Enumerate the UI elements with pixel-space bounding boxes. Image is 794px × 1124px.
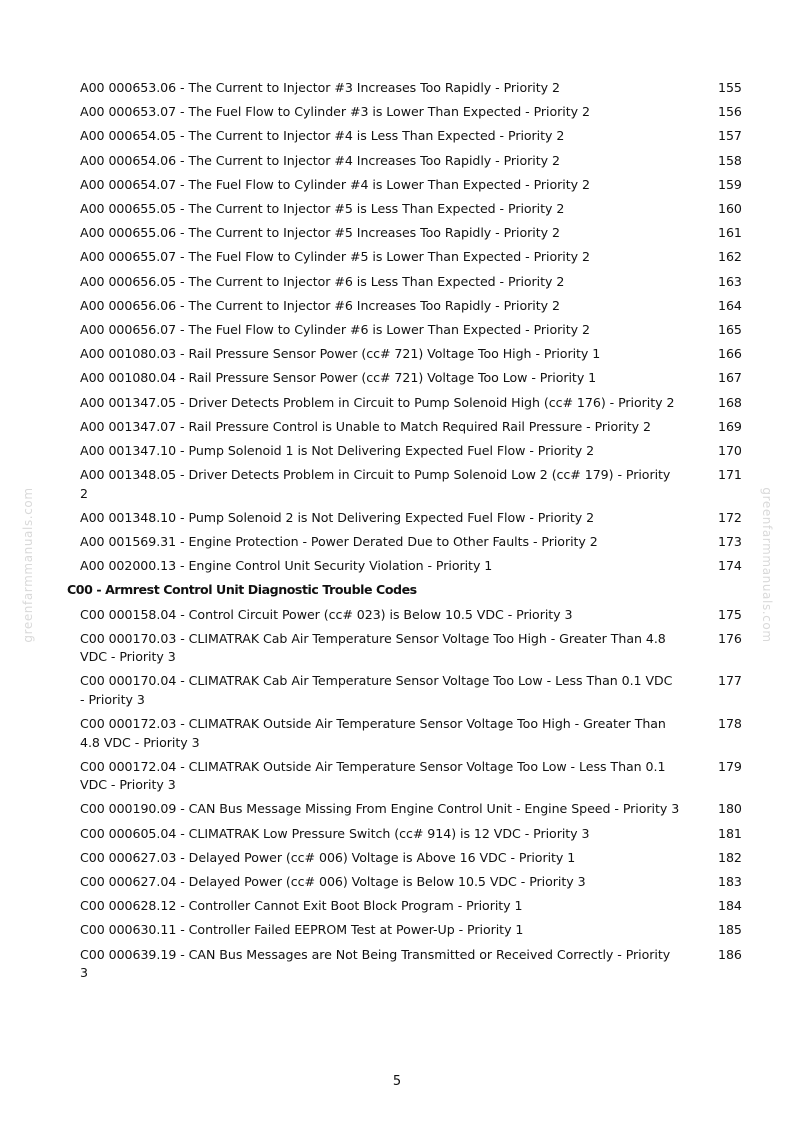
toc-entry-title: C00 000170.03 - CLIMATRAK Cab Air Temperature Sensor Voltage Too High - Greater Than 4.8 VDC - Priority 3: [80, 630, 666, 665]
toc-entry-page-number: 176: [718, 630, 742, 646]
toc-entry-title: A00 001569.31 - Engine Protection - Power Derated Due to Other Faults - Priority 2: [80, 534, 598, 550]
toc-entry[interactable]: [0, 847, 794, 871]
toc-entry-page-number: 162: [718, 249, 742, 265]
toc-entry[interactable]: [0, 416, 794, 440]
toc-entry-page-number: 165: [718, 322, 742, 338]
toc-entry-page-number: 161: [718, 225, 742, 241]
toc-entry-page-number: 156: [718, 104, 742, 120]
watermark-right: greenfarmmanuals.com: [760, 487, 774, 643]
toc-entry-title: A00 001080.04 - Rail Pressure Sensor Power (cc# 721) Voltage Too Low - Priority 1: [80, 370, 597, 386]
toc-entry[interactable]: [0, 319, 794, 343]
toc-entry-page-number: 180: [718, 801, 742, 817]
toc-entry[interactable]: [0, 823, 794, 847]
toc-entry-page-number: 163: [718, 273, 742, 289]
toc-entry[interactable]: [0, 125, 794, 149]
toc-entry[interactable]: [0, 150, 794, 174]
toc-entry-title: A00 000656.06 - The Current to Injector #6 Increases Too Rapidly - Priority 2: [80, 297, 560, 313]
toc-entry-page-number: 175: [718, 606, 742, 622]
toc-entry-title: C00 000630.11 - Controller Failed EEPROM Test at Power-Up - Priority 1: [80, 922, 524, 938]
toc-entry-page-number: 183: [718, 873, 742, 889]
table-of-contents: [0, 77, 794, 986]
toc-entry-page-number: 186: [718, 946, 742, 962]
toc-entry-page-number: 164: [718, 297, 742, 313]
toc-entry-page-number: 174: [718, 558, 742, 574]
toc-entry-title: A00 000653.07 - The Fuel Flow to Cylinder #3 is Lower Than Expected - Priority 2: [80, 104, 590, 120]
toc-entry[interactable]: [0, 628, 794, 671]
toc-entry[interactable]: [0, 101, 794, 125]
toc-entry[interactable]: [0, 174, 794, 198]
toc-entry-title: C00 000158.04 - Control Circuit Power (cc# 023) is Below 10.5 VDC - Priority 3: [80, 606, 573, 622]
toc-entry-title: A00 000654.07 - The Fuel Flow to Cylinder #4 is Lower Than Expected - Priority 2: [80, 176, 590, 192]
toc-entry-title: A00 001347.10 - Pump Solenoid 1 is Not Delivering Expected Fuel Flow - Priority 2: [80, 443, 595, 459]
toc-entry[interactable]: [0, 895, 794, 919]
toc-entry-title: A00 000656.07 - The Fuel Flow to Cylinder #6 is Lower Than Expected - Priority 2: [80, 322, 590, 338]
toc-entry-page-number: 167: [718, 370, 742, 386]
toc-entry[interactable]: [0, 555, 794, 579]
toc-entry-page-number: 158: [718, 152, 742, 168]
toc-entry[interactable]: [0, 271, 794, 295]
toc-entry-title: C00 000639.19 - CAN Bus Messages are Not Being Transmitted or Received Correctly - Priority 3: [80, 946, 671, 980]
toc-entry-page-number: 168: [718, 394, 742, 410]
toc-entry-page-number: 155: [718, 80, 742, 95]
toc-entry-title: A00 000656.05 - The Current to Injector #6 is Less Than Expected - Priority 2: [80, 273, 565, 289]
toc-entry-page-number: 169: [718, 418, 742, 434]
toc-entry[interactable]: [0, 944, 794, 987]
toc-entry-page-number: 179: [718, 758, 742, 774]
toc-entry-title: A00 001348.10 - Pump Solenoid 2 is Not Delivering Expected Fuel Flow - Priority 2: [80, 509, 595, 525]
toc-entry-page-number: 185: [718, 922, 742, 938]
toc-entry-page-number: 173: [718, 534, 742, 550]
toc-entry[interactable]: [0, 531, 794, 555]
watermark-left: greenfarmmanuals.com: [21, 487, 35, 643]
toc-entry-page-number: 182: [718, 849, 742, 865]
toc-entry-page-number: 184: [718, 898, 742, 914]
page-number: 5: [392, 1074, 402, 1089]
toc-entry[interactable]: [0, 713, 794, 756]
toc-entry[interactable]: [0, 871, 794, 895]
toc-entry[interactable]: [0, 77, 794, 101]
toc-entry-title: C00 000190.09 - CAN Bus Message Missing From Engine Control Unit - Engine Speed - Priority 3: [80, 801, 680, 817]
section-heading: [0, 579, 794, 603]
toc-entry[interactable]: [0, 343, 794, 367]
toc-entry-title: C00 000627.04 - Delayed Power (cc# 006) Voltage is Below 10.5 VDC - Priority 3: [80, 873, 586, 889]
toc-entry-title: C00 000172.04 - CLIMATRAK Outside Air Temperature Sensor Voltage Too Low - Less Than 0.1 VDC - Priority 3: [80, 758, 666, 793]
toc-entry[interactable]: [0, 756, 794, 799]
toc-entry[interactable]: [0, 198, 794, 222]
section-heading-title: C00 - Armrest Control Unit Diagnostic Trouble Codes: [67, 582, 417, 598]
toc-entry[interactable]: [0, 295, 794, 319]
toc-entry-title: C00 000628.12 - Controller Cannot Exit Boot Block Program - Priority 1: [80, 898, 523, 914]
toc-entry[interactable]: [0, 246, 794, 270]
toc-entry[interactable]: [0, 464, 794, 507]
toc-entry-page-number: 177: [718, 673, 742, 689]
toc-entry[interactable]: [0, 507, 794, 531]
toc-entry-title: C00 000172.03 - CLIMATRAK Outside Air Temperature Sensor Voltage Too High - Greater Than 4.8 VDC - Priority 3: [80, 716, 666, 750]
toc-entry-title: A00 000653.06 - The Current to Injector #3 Increases Too Rapidly - Priority 2: [80, 80, 560, 95]
toc-entry[interactable]: [0, 919, 794, 943]
toc-entry-title: C00 000627.03 - Delayed Power (cc# 006) Voltage is Above 16 VDC - Priority 1: [80, 849, 576, 865]
toc-entry-title: A00 002000.13 - Engine Control Unit Security Violation - Priority 1: [80, 558, 493, 574]
toc-entry-page-number: 159: [718, 176, 742, 192]
toc-entry-title: A00 000654.06 - The Current to Injector #4 Increases Too Rapidly - Priority 2: [80, 152, 560, 168]
toc-entry-title: C00 000170.04 - CLIMATRAK Cab Air Temperature Sensor Voltage Too Low - Less Than 0.1 VDC - Priority 3: [80, 673, 673, 707]
toc-entry[interactable]: [0, 222, 794, 246]
toc-entry-page-number: 160: [718, 201, 742, 217]
toc-entry-title: A00 000654.05 - The Current to Injector #4 is Less Than Expected - Priority 2: [80, 128, 565, 144]
toc-entry[interactable]: [0, 367, 794, 391]
toc-entry-page-number: 172: [718, 509, 742, 525]
toc-entry[interactable]: [0, 440, 794, 464]
toc-entry-page-number: 157: [718, 128, 742, 144]
toc-entry[interactable]: [0, 392, 794, 416]
toc-entry-title: A00 000655.05 - The Current to Injector #5 is Less Than Expected - Priority 2: [80, 201, 565, 217]
toc-entry[interactable]: [0, 798, 794, 822]
toc-entry-page-number: 170: [718, 443, 742, 459]
toc-entry-page-number: 178: [718, 716, 742, 732]
toc-entry-title: A00 001347.07 - Rail Pressure Control is Unable to Match Required Rail Pressure - Priority 2: [80, 418, 651, 434]
toc-entry-page-number: 181: [718, 825, 742, 841]
toc-entry-page-number: 171: [718, 467, 742, 483]
toc-entry-title: A00 001348.05 - Driver Detects Problem in Circuit to Pump Solenoid Low 2 (cc# 179) - Priority 2: [80, 467, 671, 501]
toc-entry-title: A00 000655.06 - The Current to Injector #5 Increases Too Rapidly - Priority 2: [80, 225, 560, 241]
toc-entry-title: C00 000605.04 - CLIMATRAK Low Pressure Switch (cc# 914) is 12 VDC - Priority 3: [80, 825, 590, 841]
toc-entry-title: A00 001080.03 - Rail Pressure Sensor Power (cc# 721) Voltage Too High - Priority 1: [80, 346, 601, 362]
toc-entry-page-number: 166: [718, 346, 742, 362]
toc-entry-title: A00 000655.07 - The Fuel Flow to Cylinder #5 is Lower Than Expected - Priority 2: [80, 249, 590, 265]
toc-entry-title: A00 001347.05 - Driver Detects Problem in Circuit to Pump Solenoid High (cc# 176) - Priority 2: [80, 394, 675, 410]
toc-entry[interactable]: [0, 604, 794, 628]
toc-entry[interactable]: [0, 670, 794, 713]
